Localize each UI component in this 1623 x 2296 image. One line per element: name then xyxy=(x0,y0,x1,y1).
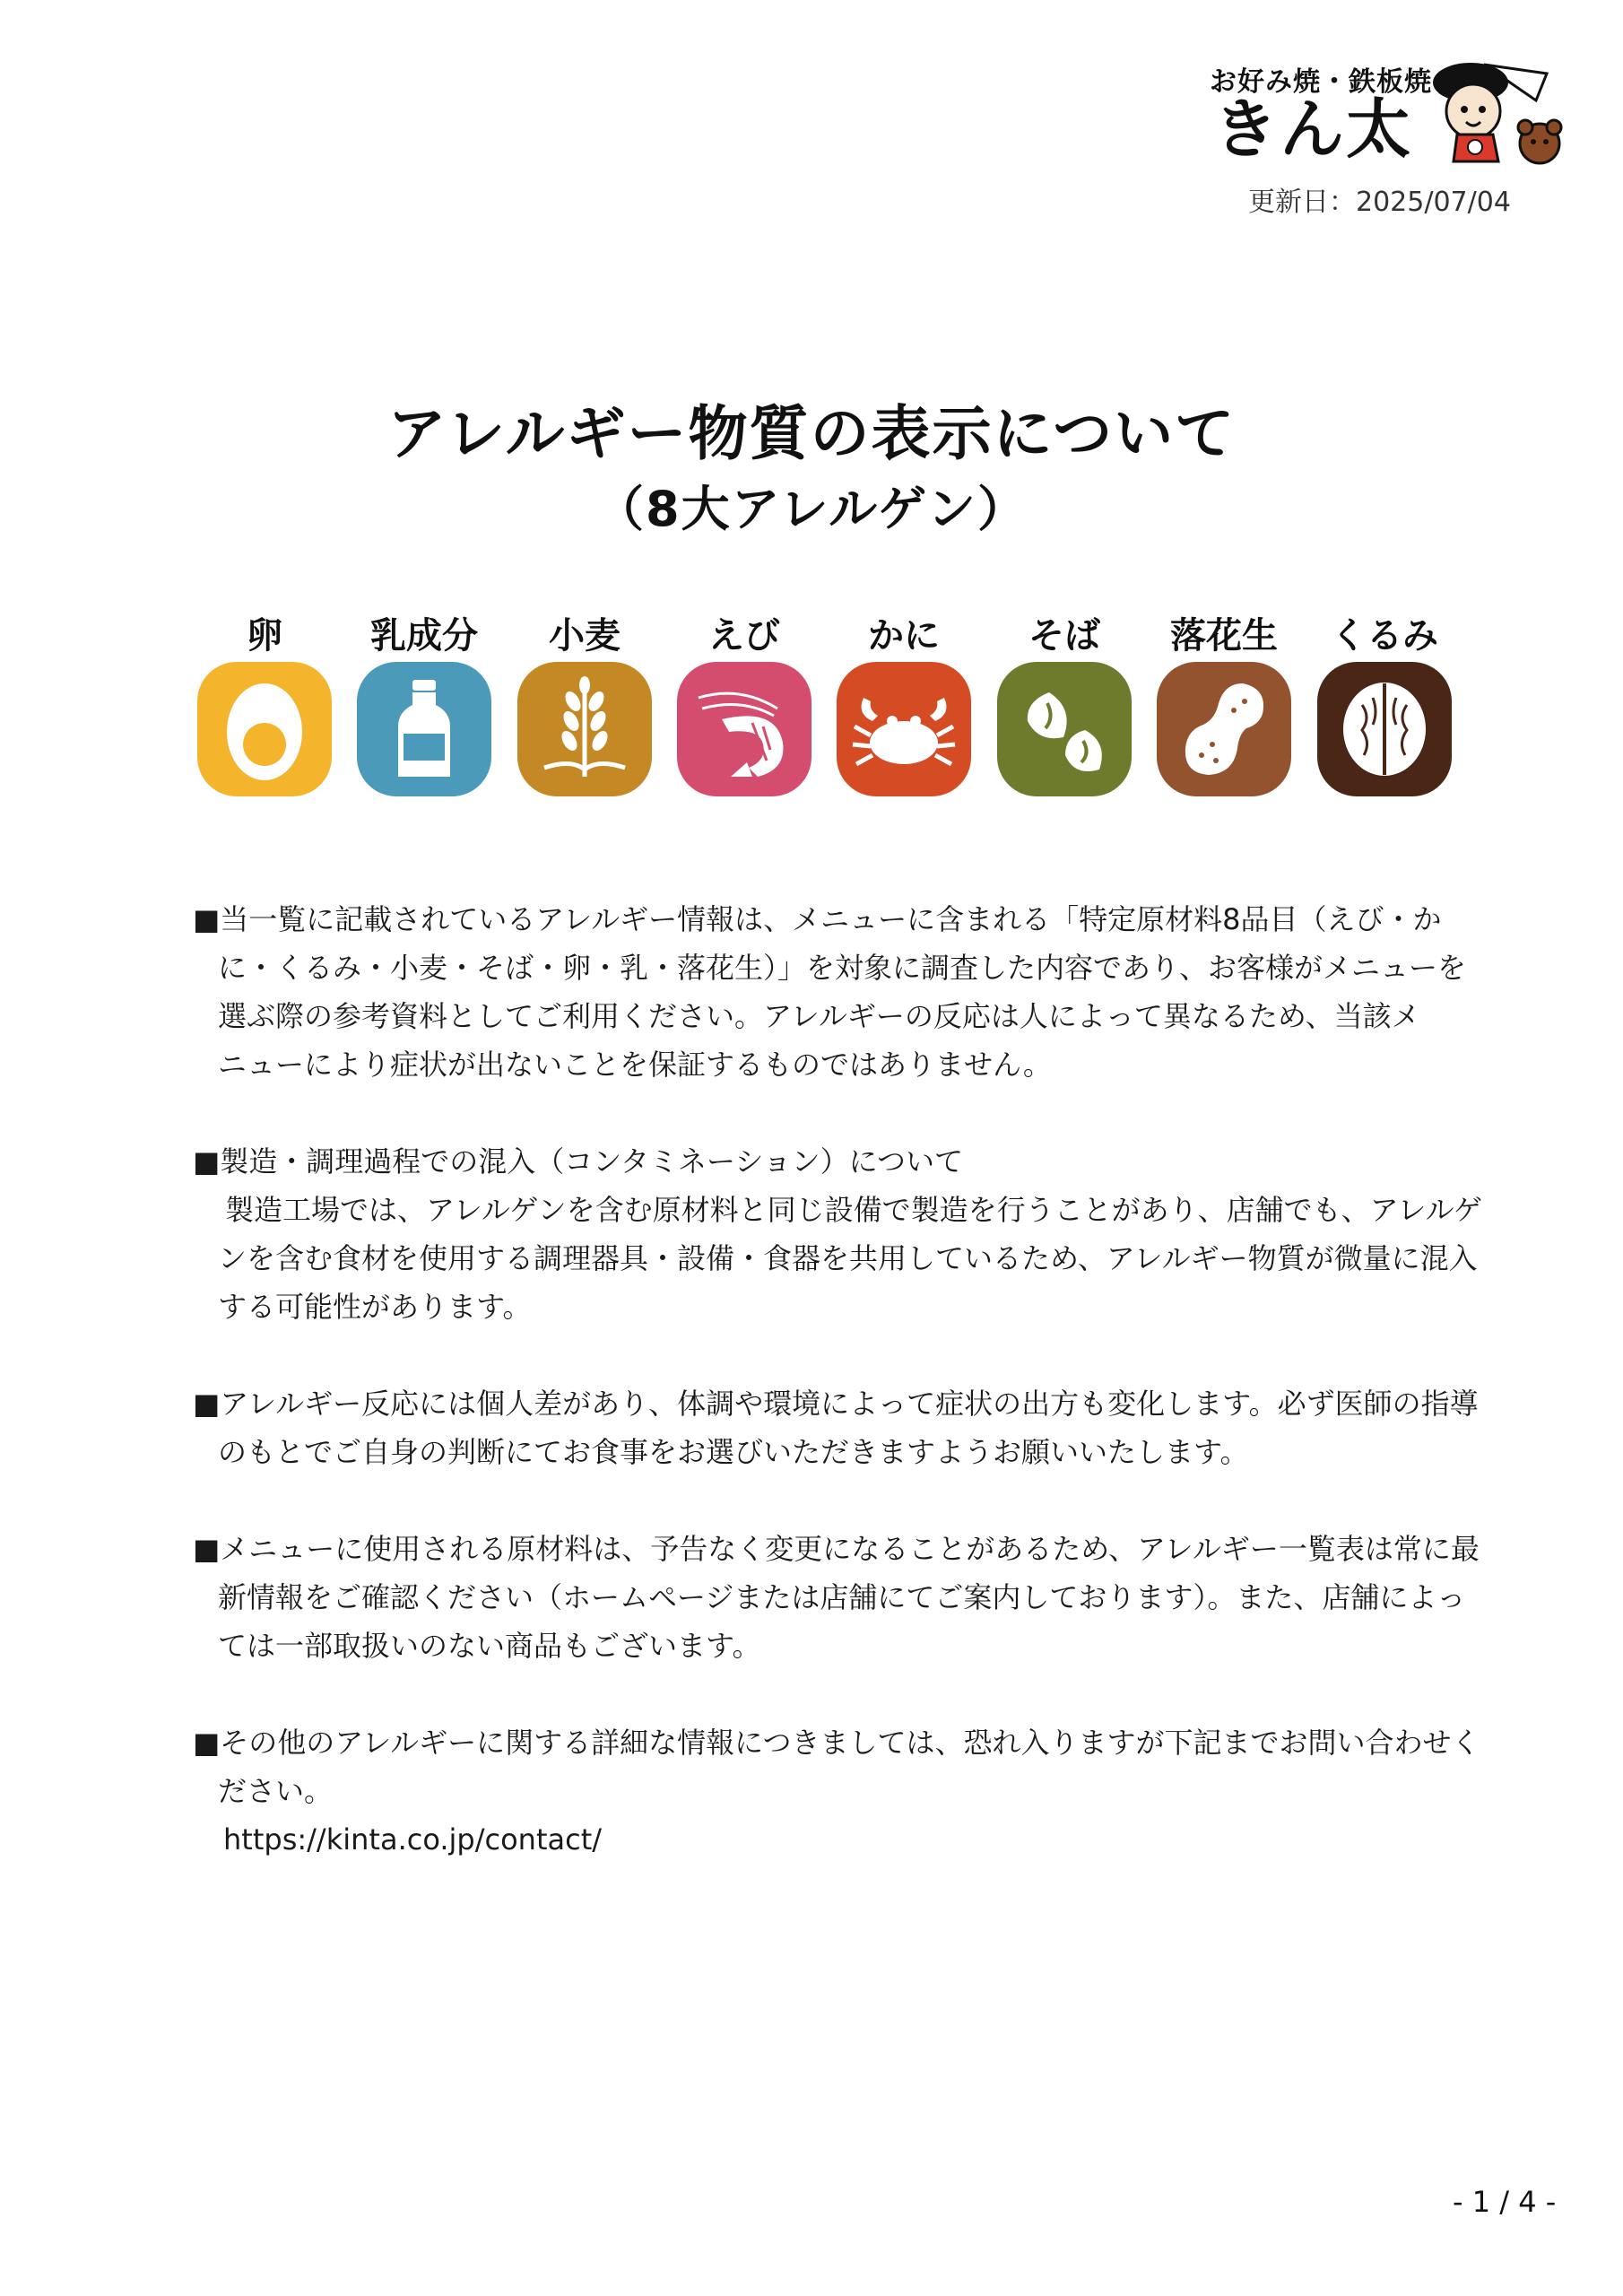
text-line: ■当一覧に記載されているアレルギー情報は、メニューに含まれる「特定原材料8品目（えび・か xyxy=(193,902,1442,936)
allergen-egg xyxy=(193,610,336,796)
text-line: ては一部取扱いのない商品もございます。 xyxy=(218,1629,761,1663)
allergen-label: くるみ xyxy=(1331,615,1438,657)
text-line: ださい。 xyxy=(218,1774,334,1808)
peanut-icon xyxy=(1157,662,1291,796)
text-line: ■メニューに使用される原材料は、予告なく変更になることがあるため、アレルギー一覧表は常に最 xyxy=(193,1532,1480,1566)
text-line: 製造工場では、アレルゲンを含む原材料と同じ設備で製造を行うことがあり、店舗でも、アレルゲ xyxy=(225,1193,1482,1227)
notice-paragraph-4 xyxy=(193,1525,1480,1670)
shrimp-icon xyxy=(677,662,812,796)
allergen-icon-row xyxy=(193,610,1448,807)
wheat-icon xyxy=(517,662,652,796)
crab-icon xyxy=(837,662,971,796)
text-line: ニューにより症状が出ないことを保証するものではありません。 xyxy=(218,1048,1052,1082)
text-line: ■その他のアレルギーに関する詳細な情報につきましては、恐れ入りますが下記までお問い合わせく xyxy=(193,1726,1480,1760)
allergen-wheat xyxy=(513,610,656,796)
kinta-logo xyxy=(1206,56,1574,172)
allergen-peanut xyxy=(1152,610,1296,796)
allergen-walnut xyxy=(1313,610,1456,796)
allergen-label: 小麦 xyxy=(549,615,621,657)
text-line: に・くるみ・小麦・そば・卵・乳・落花生）」を対象に調査した内容であり、お客様がメニューを xyxy=(218,951,1467,985)
text-line: 新情報をご確認ください（ホームページまたは店舗にてご案内しております）。また、店舗によっ xyxy=(218,1580,1466,1614)
page-number: - 1 / 4 - xyxy=(1453,2185,1557,2219)
allergen-label: そば xyxy=(1028,615,1100,657)
notice-paragraph-2 xyxy=(193,1137,1482,1331)
allergen-milk xyxy=(352,610,496,796)
text-line: 選ぶ際の参考資料としてご利用ください。アレルギーの反応は人によって異なるため、当該メ xyxy=(218,999,1420,1033)
allergen-label: 卵 xyxy=(247,615,282,657)
text-line: のもとでご自身の判断にてお食事をお選びいただきますようお願いいたします。 xyxy=(218,1435,1249,1469)
buckwheat-icon xyxy=(997,662,1132,796)
updated-date: 更新日：2025/07/04 xyxy=(1248,187,1511,218)
notice-paragraph-3 xyxy=(193,1379,1479,1476)
notice-paragraph-1 xyxy=(193,895,1467,1089)
allergen-buckwheat xyxy=(993,610,1136,796)
notice-paragraph-5 xyxy=(193,1718,1480,1864)
allergen-label: えび xyxy=(708,615,780,657)
text-line: ンを含む食材を使用する調理器具・設備・食器を共用しているため、アレルギー物質が微量に混入 xyxy=(218,1241,1478,1275)
page-subtitle: （8大アレルゲン） xyxy=(595,481,1028,537)
allergen-label: 乳成分 xyxy=(370,615,478,657)
text-line: ■製造・調理過程での混入（コンタミネーション）について xyxy=(193,1144,964,1178)
milk-bottle-icon xyxy=(357,662,491,796)
logo-subtitle: お好み焼・鉄板焼 xyxy=(1210,66,1432,98)
allergen-shrimp xyxy=(673,610,816,796)
egg-icon xyxy=(197,662,332,796)
notice-body xyxy=(193,895,1482,1864)
mascot-icon xyxy=(1430,56,1574,172)
text-line: する可能性があります。 xyxy=(218,1290,532,1324)
page-title: アレルギー物質の表示について xyxy=(386,399,1237,468)
allergen-crab xyxy=(832,610,976,796)
logo-title: きん太 xyxy=(1213,91,1413,167)
walnut-icon xyxy=(1317,662,1452,796)
allergen-label: 落花生 xyxy=(1170,615,1278,657)
contact-url-link[interactable]: https://kinta.co.jp/contact/ xyxy=(223,1822,603,1857)
allergen-label: かに xyxy=(868,615,940,657)
text-line: ■アレルギー反応には個人差があり、体調や環境によって症状の出方も変化します。必ず医師の指導 xyxy=(193,1387,1479,1421)
